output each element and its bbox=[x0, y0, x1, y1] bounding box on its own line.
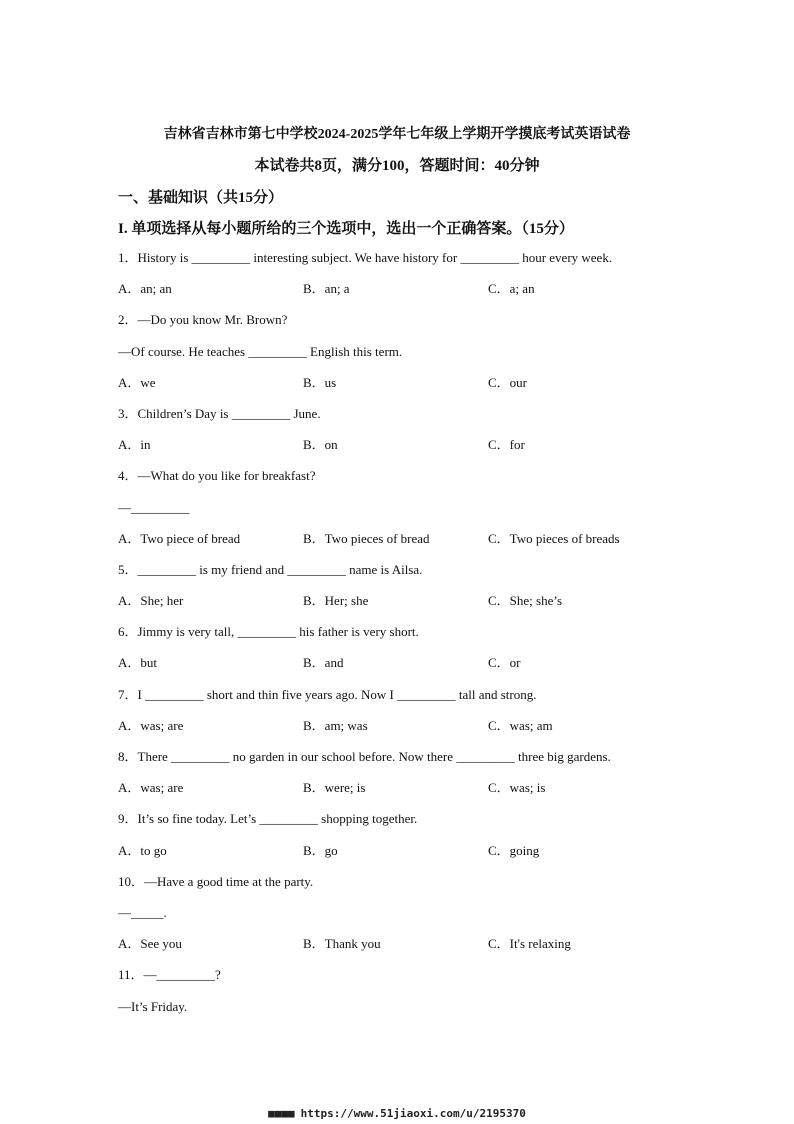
option-a: A．an; an bbox=[118, 281, 172, 297]
option-b: B．go bbox=[303, 842, 338, 858]
option-c: C．She; she’s bbox=[488, 593, 563, 609]
answer-options bbox=[118, 716, 718, 747]
question-text: 6．Jimmy is very tall, _________ his father is very short. bbox=[118, 624, 419, 640]
document-title: 吉林省吉林市第七中学校2024-2025学年七年级上学期开学摸底考试英语试卷 bbox=[163, 127, 631, 142]
question-text: —_________ bbox=[118, 499, 190, 515]
option-a: A．was; are bbox=[118, 780, 184, 796]
option-b: B．Two pieces of bread bbox=[303, 530, 430, 546]
document-subtitle: 本试卷共8页，满分100，答题时间：40分钟 bbox=[254, 158, 540, 174]
question-text: 10．—Have a good time at the party. bbox=[118, 873, 314, 889]
site-logo-icon: ■■■■ bbox=[268, 1107, 295, 1120]
answer-options bbox=[118, 279, 718, 310]
option-a: A．She; her bbox=[118, 593, 184, 609]
footer-url: https://www.51jiaoxi.com/u/2195370 bbox=[300, 1107, 526, 1120]
option-c: C．for bbox=[488, 437, 525, 453]
option-c: C．or bbox=[488, 655, 521, 671]
option-c: C．our bbox=[488, 374, 528, 390]
question-text: 4．—What do you like for breakfast? bbox=[118, 468, 316, 484]
option-b: B．am; was bbox=[303, 717, 368, 733]
option-b: B．were; is bbox=[303, 780, 366, 796]
section-heading: 一、基础知识（共15分） bbox=[118, 190, 284, 206]
answer-options bbox=[118, 841, 718, 872]
option-b: B．Thank you bbox=[303, 936, 381, 952]
question-text: 5．_________ is my friend and _________ name is Ailsa. bbox=[118, 561, 423, 577]
option-b: B．Her; she bbox=[303, 593, 369, 609]
answer-options bbox=[118, 529, 718, 560]
option-a: A．in bbox=[118, 437, 151, 453]
part-heading: I. 单项选择从每小题所给的三个选项中，选出一个正确答案。（15分） bbox=[118, 221, 574, 237]
answer-options bbox=[118, 934, 718, 965]
option-a: A．to go bbox=[118, 842, 167, 858]
option-a: A．we bbox=[118, 374, 156, 390]
question-text: 8．There _________ no garden in our school before. Now there _________ three big gardens. bbox=[118, 749, 611, 764]
question-text: 2．—Do you know Mr. Brown? bbox=[118, 312, 288, 328]
answer-options bbox=[118, 778, 718, 809]
option-c: C．was; am bbox=[488, 717, 553, 733]
option-a: A．Two piece of bread bbox=[118, 530, 241, 546]
option-c: C．It's relaxing bbox=[488, 936, 571, 952]
option-c: C．was; is bbox=[488, 780, 546, 796]
option-b: B．and bbox=[303, 655, 344, 671]
answer-options bbox=[118, 435, 718, 466]
question-text: —_____. bbox=[118, 904, 167, 920]
footer-watermark bbox=[0, 1107, 794, 1120]
option-c: C．a; an bbox=[488, 281, 535, 297]
option-c: C．going bbox=[488, 842, 540, 858]
option-a: A．See you bbox=[118, 936, 182, 952]
option-b: B．an; a bbox=[303, 281, 350, 297]
question-text: —It’s Friday. bbox=[118, 998, 188, 1014]
answer-options bbox=[118, 591, 718, 622]
question-list bbox=[118, 248, 718, 1028]
question-text: 1．History is _________ interesting subject. We have history for _________ hour every week. bbox=[118, 250, 613, 265]
option-c: C．Two pieces of breads bbox=[488, 530, 620, 546]
option-a: A．was; are bbox=[118, 717, 184, 733]
answer-options bbox=[118, 373, 718, 404]
question-text: —Of course. He teaches _________ English this term. bbox=[118, 343, 403, 359]
answer-options bbox=[118, 653, 718, 684]
option-a: A．but bbox=[118, 655, 158, 671]
question-text: 9．It’s so fine today. Let’s _________ shopping together. bbox=[118, 811, 418, 827]
option-b: B．on bbox=[303, 437, 338, 453]
question-text: 11．—_________? bbox=[118, 967, 221, 983]
option-b: B．us bbox=[303, 374, 337, 390]
question-text: 3．Children’s Day is _________ June. bbox=[118, 405, 321, 421]
question-text: 7．I _________ short and thin five years ago. Now I _________ tall and strong. bbox=[118, 686, 537, 702]
